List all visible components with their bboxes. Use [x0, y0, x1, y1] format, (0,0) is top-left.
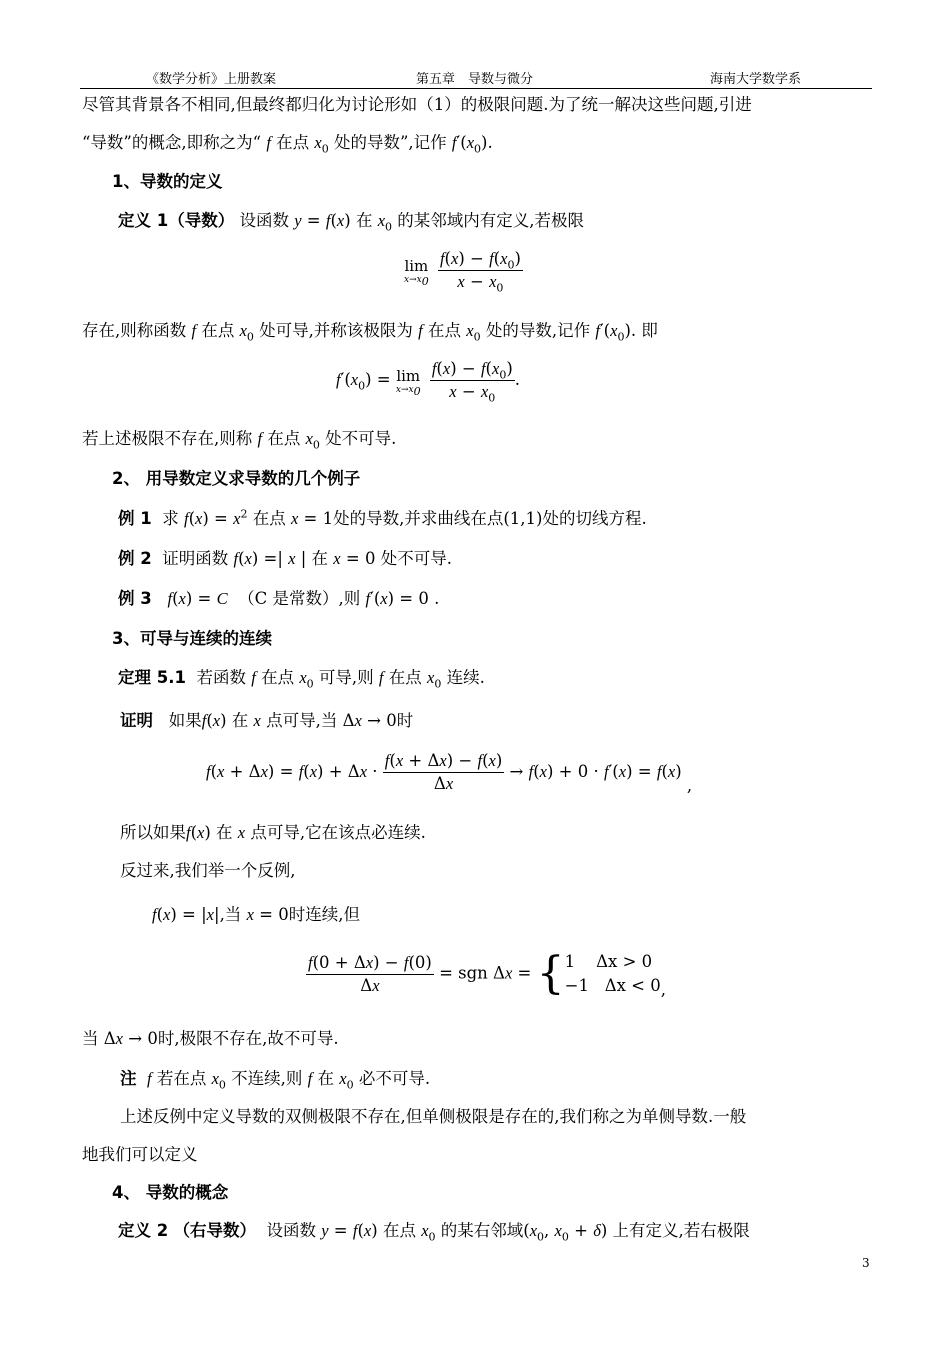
abs-example-line: f(x) = |x|,当 x = 0时连续,但 [152, 905, 360, 924]
definition-2: 定义 2 （右导数） 设函数 y = f(x) 在点 $x_0$ 的某右邻域($x_0$, $x_0 + \delta$) 上有定义,若右极限 [118, 1221, 750, 1244]
theorem-5-1: 定理 5.1 若函数 f 在点 $x_0$ 可导,则 f 在点 $x_0$ 连续. [118, 668, 485, 691]
header-rule [80, 88, 872, 89]
formula-sgn: $\frac{f(0 + \Delta x) - f(0)}{\Delta x}$ = sgn Δx = { 1 Δx > 0 −1 Δx < 0 , [308, 948, 666, 999]
example-1: 例 1 求 $f(x) = x^2$ 在点 x = 1处的导数,并求曲线在点(1,1)处的切线方程. [118, 507, 647, 528]
note-line: 注 f 若在点 $x_0$ 不连续,则 f 在 $x_0$ 必不可导. [120, 1069, 431, 1092]
no-limit-line: 当 Δx → 0时,极限不存在,故不可导. [82, 1029, 339, 1048]
after-definition-line: 存在,则称函数 f 在点 $x_0$ 处可导,并称该极限为 f 在点 $x_0$ 处的导数,记作 $f'(x_0)$. 即 [82, 321, 658, 344]
header-center: 第五章 导数与微分 [416, 72, 534, 87]
proof-line: 证明 如果f(x) 在 x 点可导,当 Δx → 0时 [120, 711, 414, 730]
para1-line1: 尽管其背景各不相同,但最终都归化为讨论形如（1）的极限问题.为了统一解决这些问题,引进 [82, 95, 752, 114]
definition-1: 定义 1（导数） 设函数 y = f(x) 在 $x_0$ 的某邻域内有定义,若极限 [118, 211, 585, 234]
para2-line1: 上述反例中定义导数的双侧极限不存在,但单侧极限是存在的,我们称之为单侧导数.一般 [120, 1107, 747, 1126]
not-differentiable-line: 若上述极限不存在,则称 f 在点 $x_0$ 处不可导. [82, 429, 397, 452]
conclusion-line: 所以如果f(x) 在 x 点可导,它在该点必连续. [120, 823, 426, 842]
section-title-3: 3、可导与连续的连续 [112, 629, 272, 648]
para1-line2: “导数”的概念,即称之为“ f 在点 $x_0$ 处的导数”,记作 $f'(x_0)$. [82, 133, 493, 156]
formula-continuity: f(x + Δx) = f(x) + Δx · $\frac{f(x + \Delta x) - f(x)}{\Delta x}$ → f(x) + 0 · f′(x) = f(x) , [206, 751, 693, 795]
converse-line: 反过来,我们举一个反例, [120, 861, 296, 880]
header-left: 《数学分析》上册教案 [146, 72, 277, 87]
formula-limit-1: lim $x\to x_0$ $\frac{f(x) - f(x_0)}{x - x_0}$ [404, 249, 521, 295]
page-number: 3 [862, 1256, 870, 1270]
example-3: 例 3 f(x) = C （C 是常数）,则 f′(x) = 0 . [118, 589, 440, 608]
example-2: 例 2 证明函数 f(x) =| x | 在 x = 0 处不可导. [118, 549, 452, 568]
section-title-2: 2、 用导数定义求导数的几个例子 [112, 469, 361, 488]
formula-derivative-definition: $f'(x_0)$ = lim $x\to x_0$ $\frac{f(x) - f(x_0)}{x - x_0}$ . [336, 359, 520, 405]
section-title-1: 1、导数的定义 [112, 172, 223, 191]
section-title-4: 4、 导数的概念 [112, 1183, 229, 1202]
header-right: 海南大学数学系 [710, 72, 802, 87]
para2-line2: 地我们可以定义 [82, 1145, 198, 1164]
